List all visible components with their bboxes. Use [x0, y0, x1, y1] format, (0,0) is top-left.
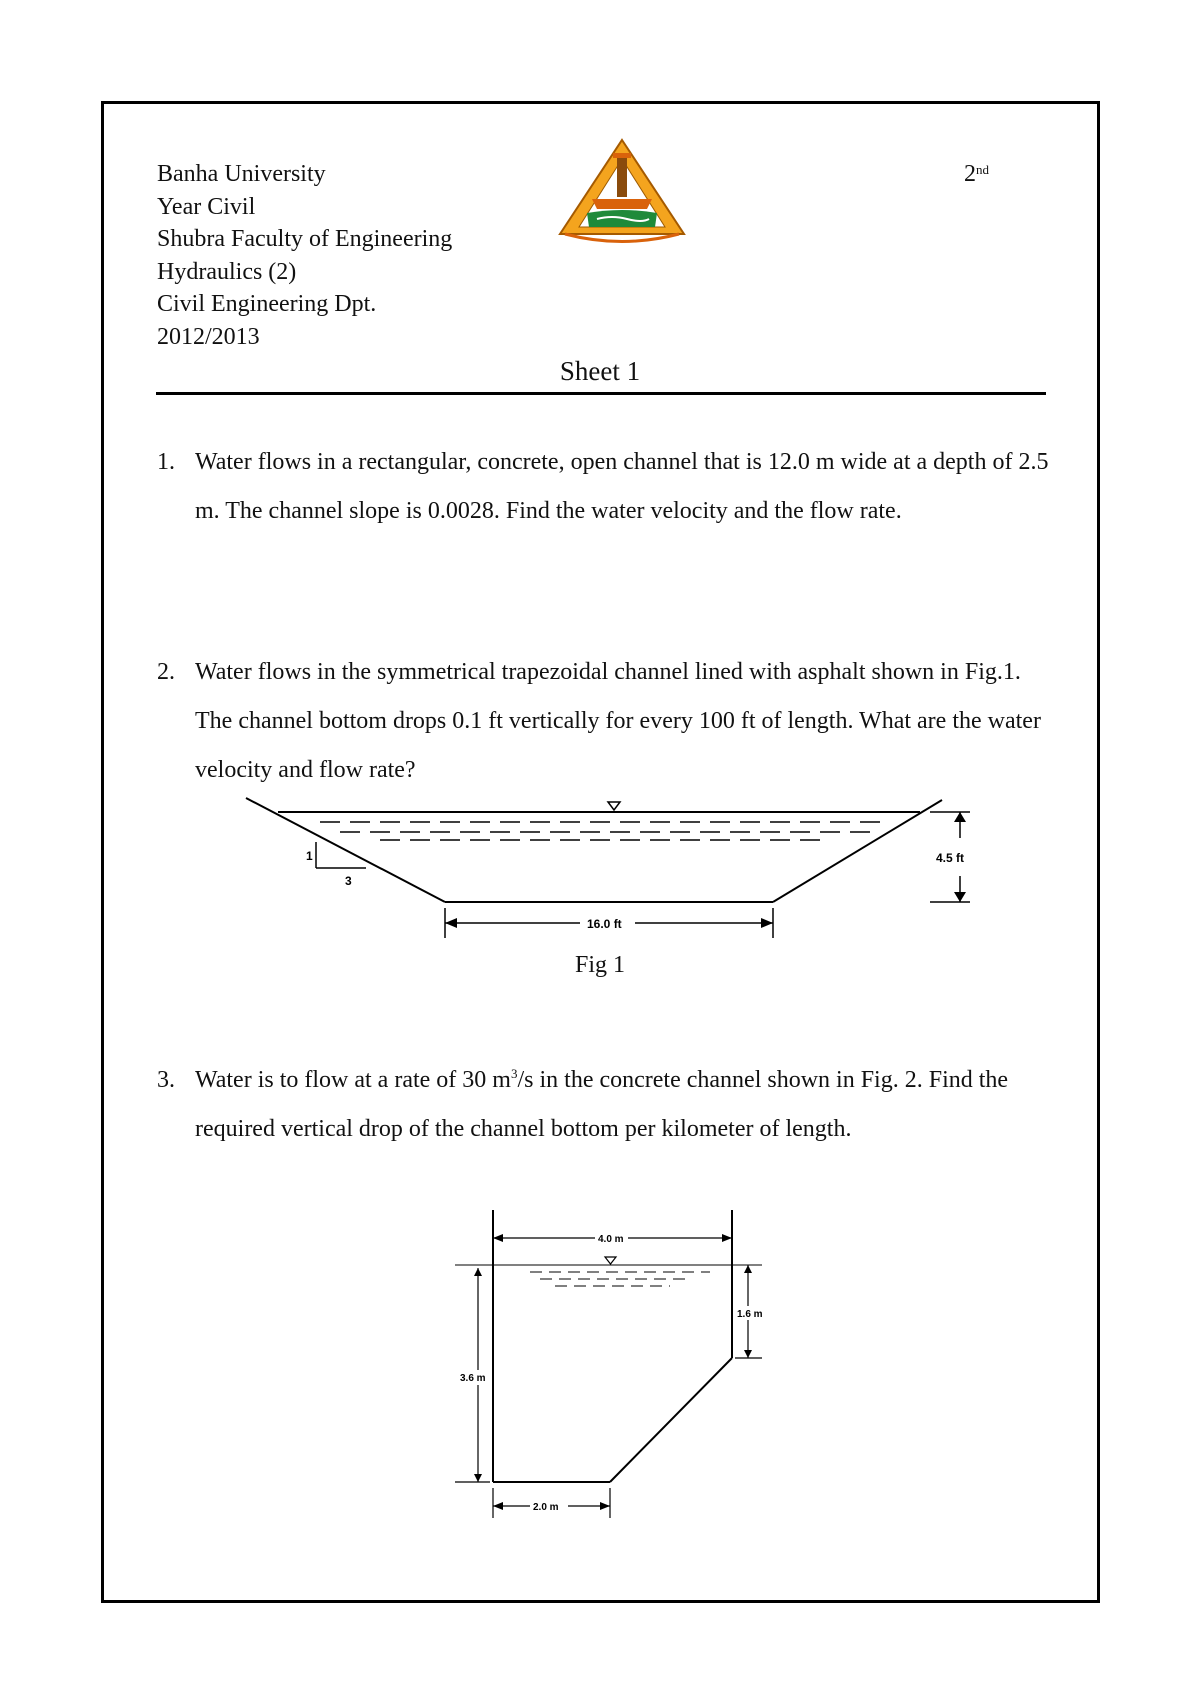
- year-suffix: nd: [976, 162, 989, 177]
- fig1-caption: Fig 1: [574, 952, 625, 978]
- question-number: 3.: [157, 1067, 175, 1093]
- depth-label: 4.5 ft: [936, 851, 965, 865]
- university-logo: [557, 137, 687, 247]
- question-text: Water flows in a rectangular, concrete, open channel that is 12.0 m wide at a depth of 2.5 m. The channel slope is 0.0028. Find the water velocity and the flow rate.: [195, 449, 1049, 524]
- header-line: Civil Engineering Dpt.: [157, 291, 377, 317]
- question-3: [157, 1056, 1057, 1154]
- question-text: Water flows in the symmetrical trapezoidal channel lined with asphalt shown in Fig.1. The channel bottom drops 0.1 ft vertically for every 100 ft of length. What are the water velocity and flow rate?: [195, 659, 1041, 783]
- slope-run-label: 3: [345, 874, 352, 888]
- question-text-part: Water is to flow at a rate of 30 m: [195, 1067, 511, 1093]
- question-text-part: /s in the concrete channel shown in Fig. 2. Find the required vertical drop of the channel bottom per kilometer of length.: [195, 1067, 1009, 1142]
- sheet-title: Sheet 1: [559, 356, 641, 386]
- slope-rise-label: 1: [306, 849, 313, 863]
- header-line: Shubra Faculty of Engineering: [157, 226, 453, 252]
- fig1-trapezoidal-channel: [230, 790, 990, 940]
- question-2: [157, 648, 1057, 795]
- header-line: Hydraulics (2): [157, 258, 297, 285]
- header-line: Year Civil: [157, 193, 256, 220]
- year-label: [964, 158, 989, 190]
- bottom-width-label: 2.0 m: [533, 1502, 559, 1513]
- left-wall-label: 3.6 m: [460, 1373, 486, 1384]
- header-line: 2012/2013: [157, 323, 260, 350]
- top-width-label: 4.0 m: [598, 1234, 624, 1245]
- bottom-width-label: 16.0 ft: [587, 917, 622, 931]
- unit-exponent: 3: [510, 1066, 518, 1081]
- question-number: 1.: [157, 449, 175, 475]
- question-text: [195, 1056, 1057, 1154]
- title-divider: [156, 392, 1046, 395]
- question-number: 2.: [157, 659, 175, 685]
- year-number: 2: [964, 161, 976, 187]
- header-line: Banha University: [157, 161, 326, 187]
- right-wall-label: 1.6 m: [737, 1309, 763, 1320]
- question-1: [157, 438, 1057, 536]
- institution-header: [157, 158, 452, 353]
- fig2-concrete-channel: [450, 1210, 780, 1540]
